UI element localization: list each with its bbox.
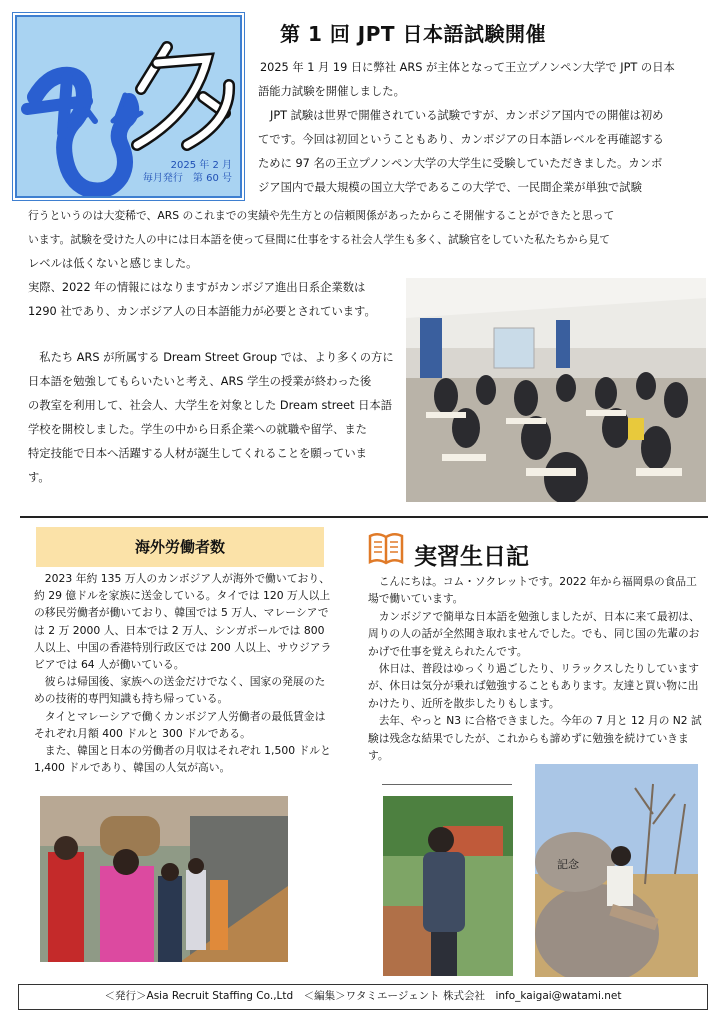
section-divider (20, 516, 708, 518)
text-line: 学校を開校しました。学生の中から日系企業への就職や留学、また (28, 423, 367, 436)
article-para-3 (28, 346, 403, 490)
newsletter-logo (15, 15, 242, 198)
paragraph: カンボジアで簡単な日本語を勉強しましたが、日本に来て最初は、周りの人の話が全然聞き取れませんでした。でも、同じ国の先輩のおかげで仕事を覚えられたんです。 (368, 609, 700, 658)
article-line-9 (28, 252, 197, 276)
text-line: てです。今回は初回ということもあり、カンボジアの日本語レベルを再確認する (258, 133, 664, 146)
trainee-diary-text (368, 573, 704, 764)
text-line: JPT 試験は世界で開催されている試験ですが、カンボジア国内での開催は初め (270, 109, 664, 122)
book-icon (366, 528, 406, 568)
text-line: 2025 年 1 月 19 日に弊社 ARS が主体となって王立プノンペン大学で JPT の日本 (260, 61, 675, 74)
text-line: 行うというのは大変稀で、ARS のこれまでの実績や先生方との信頼関係があったからこそ開催することができたと思って (28, 209, 615, 222)
article-title: 第 1 回 JPT 日本語試験開催 (280, 22, 547, 46)
trainee-monument-illustration (535, 764, 698, 977)
migrant-workers-photo (40, 796, 288, 962)
paragraph: 2023 年約 135 万人のカンボジア人が海外で働いており、約 29 億ドルを家族に送金している。タイでは 120 万人以上の移民労働者が働いており、韓国では 5 万人、マレーシアでは 2 万 2000 人、日本では 2 万人、シンガポールでは 800 人以上、中国の香港特別行政区では 200 人以上、サウジアラビアでは 64 人が働いている。 (34, 572, 332, 672)
monument-inscription: 記念 (557, 858, 579, 871)
text-line: 私たち ARS が所属する Dream Street Group では、より多くの方に (39, 351, 394, 364)
issue-number: 毎月発行 第 60 号 (142, 173, 232, 184)
text-line: す。 (28, 471, 50, 484)
text-line: ジア国内で最大規模の国立大学であるこの大学で、一民間企業が単独で試験 (258, 181, 642, 194)
article-line-8 (28, 228, 610, 252)
paragraph: こんにちは。コム・ソクレットです。2022 年から福岡県の食品工場で働いています。 (368, 575, 697, 606)
overseas-workers-heading: 海外労働者数 (36, 527, 324, 567)
article-line-1 (260, 56, 675, 80)
article-line-4 (258, 128, 664, 152)
text-line: 実際、2022 年の情報にはなりますがカンボジア進出日系企業数は (28, 281, 366, 294)
overseas-workers-text (34, 570, 334, 776)
classroom-illustration (406, 278, 706, 502)
footer-publisher-info: ＜発行＞Asia Recruit Staffing Co.,Ltd ＜編集＞ワタミエージェント 株式会社 info_kaigai@watami.net (18, 984, 708, 1010)
text-line: ために 97 名の王立プノンペン大学の大学生に受験していただきました。カンボ (258, 157, 663, 170)
issue-date: 2025 年 2 月 (170, 160, 232, 171)
paragraph: タイとマレーシアで働くカンボジア人労働者の最低賃金はそれぞれ月額 400 ドルと 300 ドルである。 (34, 709, 326, 740)
trainee-park-illustration (383, 796, 513, 976)
photo-divider (382, 784, 512, 785)
paragraph: 彼らは帰国後、家族への送金だけでなく、国家の発展のための技術的専門知識も持ち帰っている。 (34, 675, 326, 706)
article-line-6 (258, 176, 642, 200)
paragraph: また、韓国と日本の労働者の月収はそれぞれ 1,500 ドルと 1,400 ドルであり、韓国の人気が高い。 (34, 744, 331, 775)
workers-illustration (40, 796, 288, 962)
article-line-7 (28, 204, 614, 228)
text-line: 1290 社であり、カンボジア人の日本語能力が必要とされています。 (28, 305, 376, 318)
text-line: 語能力試験を開催しました。 (258, 85, 405, 98)
trainee-photo-monument (535, 764, 698, 977)
text-line: の教室を利用して、社会人、大学生を対象とした Dream street 日本語 (28, 399, 392, 412)
trainee-photo-park (383, 796, 513, 976)
exam-classroom-photo (406, 278, 706, 502)
text-line: 特定技能で日本へ活躍する人材が誕生してくれることを願っていま (28, 447, 367, 460)
text-line: レベルは低くないと感じました。 (28, 257, 198, 270)
article-line-3 (270, 104, 663, 128)
article-para-2 (28, 276, 403, 324)
trainee-diary-heading: 実習生日記 (414, 544, 529, 570)
issue-info (143, 159, 232, 185)
paragraph: 休日は、普段はゆっくり過ごしたり、リラックスしたりしていますが、休日は気分が乗れば勉強することもあります。友達と買い物に出かけたり、近所を散歩したりもします。 (368, 662, 699, 710)
paragraph: 去年、やっと N3 に合格できました。今年の 7 月と 12 月の N2 試験は残念な結果でしたが、これからも諦めずに勉強を続けていきます。 (368, 714, 702, 763)
text-line: 日本語を勉強してもらいたいと考え、ARS 学生の授業が終わった後 (28, 375, 372, 388)
article-line-2 (258, 80, 405, 104)
article-line-5 (258, 152, 662, 176)
text-line: います。試験を受けた人の中には日本語を使って昼間に仕事をする社会人学生も多く、試験官をしていた私たちから見て (28, 233, 610, 246)
